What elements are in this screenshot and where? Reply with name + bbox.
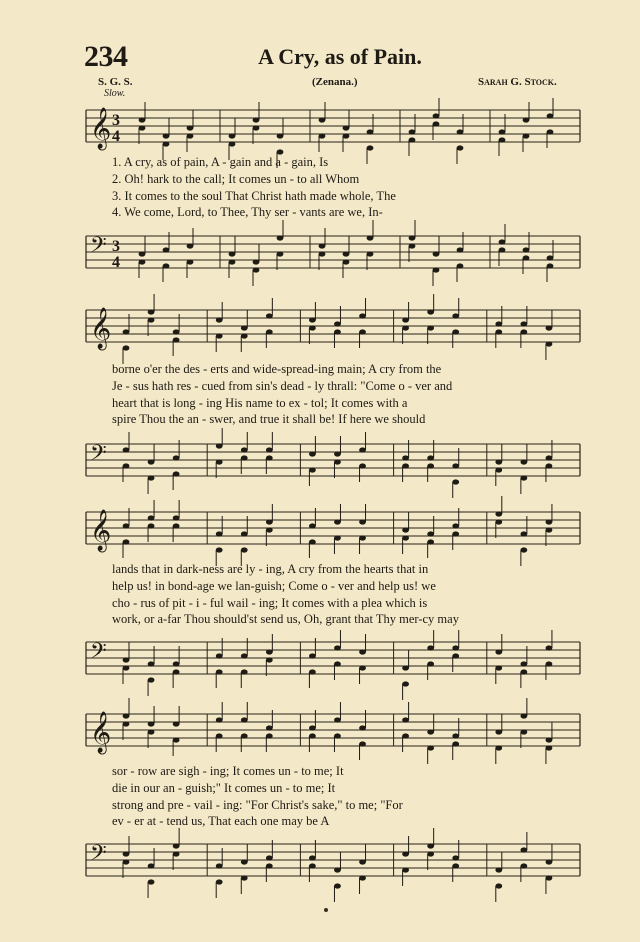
note-head: [266, 649, 273, 654]
note-head: [452, 855, 459, 860]
note-head: [334, 645, 341, 650]
verse-line: 4. We come, Lord, to Thee, Thy ser - vants are we, In-: [112, 205, 383, 219]
note-head: [547, 129, 554, 134]
note-head: [148, 309, 155, 314]
note-head: [452, 741, 459, 746]
bass-staff-2: [0, 432, 640, 492]
note-head: [359, 725, 366, 730]
note-head: [148, 317, 155, 322]
note-head: [495, 883, 502, 888]
note-head: [319, 251, 326, 256]
note-head: [148, 729, 155, 734]
note-head: [343, 251, 350, 256]
bass-clef-icon: 𝄢: [90, 841, 107, 871]
note-head: [253, 259, 260, 264]
note-head: [523, 117, 530, 122]
note-head: [173, 337, 180, 342]
note-head: [266, 329, 273, 334]
treble-staff-4: [0, 700, 640, 770]
note-head: [173, 515, 180, 520]
note-head: [266, 519, 273, 524]
note-head: [546, 737, 553, 742]
note-head: [229, 133, 236, 138]
note-head: [359, 313, 366, 318]
note-head: [277, 235, 284, 240]
note-head: [309, 733, 316, 738]
bass-staff-4: [0, 832, 640, 892]
note-head: [402, 317, 409, 322]
note-head: [123, 851, 130, 856]
note-head: [309, 653, 316, 658]
note-head: [173, 471, 180, 476]
note-head: [457, 247, 464, 252]
note-head: [520, 321, 527, 326]
note-head: [520, 729, 527, 734]
note-head: [495, 729, 502, 734]
note-head: [277, 133, 284, 138]
note-head: [520, 531, 527, 536]
verse-line: 1. A cry, as of pain, A - gain and a - gain, Is: [112, 155, 329, 169]
note-head: [173, 843, 180, 848]
note-head: [319, 133, 326, 138]
note-head: [523, 133, 530, 138]
note-head: [359, 875, 366, 880]
note-head: [139, 117, 146, 122]
note-head: [520, 713, 527, 718]
note-head: [427, 325, 434, 330]
treble-staff-3: [0, 498, 640, 568]
composer-name: Sarah G. Stock.: [478, 76, 557, 88]
note-head: [427, 531, 434, 536]
note-head: [343, 259, 350, 264]
time-signature-bottom: 4: [112, 254, 120, 271]
note-head: [148, 661, 155, 666]
note-head: [139, 251, 146, 256]
page-mark: [324, 908, 328, 912]
note-head: [173, 455, 180, 460]
note-head: [433, 251, 440, 256]
note-head: [520, 847, 527, 852]
note-head: [173, 851, 180, 856]
note-head: [402, 325, 409, 330]
note-head: [309, 855, 316, 860]
note-head: [359, 329, 366, 334]
note-head: [123, 859, 130, 864]
note-head: [495, 329, 502, 334]
treble-staff-2: [0, 296, 640, 366]
note-head: [123, 713, 130, 718]
note-head: [427, 851, 434, 856]
note-head: [309, 317, 316, 322]
note-head: [229, 251, 236, 256]
note-head: [546, 519, 553, 524]
note-head: [266, 725, 273, 730]
note-head: [334, 535, 341, 540]
note-head: [359, 463, 366, 468]
note-head: [241, 669, 248, 674]
note-head: [309, 539, 316, 544]
verse-line: help us! in bond-age we lan-guish; Come o - ver and help us! we: [112, 579, 436, 593]
note-head: [334, 883, 341, 888]
note-head: [546, 875, 553, 880]
note-head: [266, 447, 273, 452]
note-head: [148, 677, 155, 682]
note-head: [402, 733, 409, 738]
note-head: [241, 653, 248, 658]
note-head: [334, 321, 341, 326]
note-head: [229, 259, 236, 264]
note-head: [123, 463, 130, 468]
note-head: [546, 859, 553, 864]
note-head: [546, 455, 553, 460]
note-head: [452, 733, 459, 738]
note-head: [457, 145, 464, 150]
verse-line: cho - rus of pit - i - ful wail - ing; It comes with a plea which is: [112, 596, 428, 610]
note-head: [452, 329, 459, 334]
note-head: [266, 313, 273, 318]
note-head: [427, 645, 434, 650]
note-head: [402, 867, 409, 872]
verse-line: strong and pre - vail - ing: "For Christ's sake," to me; "For: [112, 798, 403, 812]
tempo-marking: Slow.: [104, 88, 126, 99]
note-head: [334, 733, 341, 738]
note-head: [452, 479, 459, 484]
note-head: [343, 133, 350, 138]
note-head: [409, 129, 416, 134]
note-head: [123, 721, 130, 726]
note-head: [216, 879, 223, 884]
note-head: [402, 527, 409, 532]
note-head: [139, 259, 146, 264]
note-head: [520, 661, 527, 666]
note-head: [241, 547, 248, 552]
treble-clef-icon: 𝄞: [90, 510, 112, 551]
note-head: [163, 263, 170, 268]
note-head: [433, 121, 440, 126]
note-head: [546, 325, 553, 330]
note-head: [452, 523, 459, 528]
note-head: [409, 137, 416, 142]
note-head: [173, 669, 180, 674]
note-head: [334, 459, 341, 464]
note-head: [546, 645, 553, 650]
note-head: [359, 519, 366, 524]
note-head: [452, 645, 459, 650]
note-head: [123, 665, 130, 670]
note-head: [499, 137, 506, 142]
note-head: [266, 855, 273, 860]
verse-line: spire Thou the an - swer, and true it shall be! If here we should: [112, 412, 426, 426]
note-head: [334, 329, 341, 334]
note-head: [216, 863, 223, 868]
note-head: [547, 255, 554, 260]
note-head: [163, 133, 170, 138]
author-initials: S. G. S.: [98, 76, 133, 88]
note-head: [187, 259, 194, 264]
note-head: [520, 863, 527, 868]
note-head: [241, 325, 248, 330]
note-head: [216, 443, 223, 448]
note-head: [216, 531, 223, 536]
note-head: [495, 745, 502, 750]
note-head: [546, 745, 553, 750]
note-head: [495, 665, 502, 670]
hymn-number: 234: [84, 40, 128, 73]
note-head: [359, 859, 366, 864]
note-head: [495, 321, 502, 326]
note-head: [427, 539, 434, 544]
note-head: [266, 733, 273, 738]
note-head: [187, 133, 194, 138]
note-head: [546, 661, 553, 666]
note-head: [495, 511, 502, 516]
note-head: [427, 843, 434, 848]
time-signature-bottom: 4: [112, 128, 120, 145]
note-head: [216, 669, 223, 674]
note-head: [409, 235, 416, 240]
verse-line: 3. It comes to the soul That Christ hath made whole, The: [112, 189, 396, 203]
note-head: [163, 247, 170, 252]
note-head: [163, 141, 170, 146]
note-head: [495, 467, 502, 472]
note-head: [266, 527, 273, 532]
bass-staff-3: [0, 630, 640, 690]
note-head: [359, 649, 366, 654]
verse-line: work, or a-far Thou should'st send us, Oh, grant that Thy mer-cy may: [112, 612, 459, 626]
note-head: [123, 447, 130, 452]
note-head: [427, 729, 434, 734]
time-signature-top: 3: [112, 112, 120, 129]
note-head: [319, 243, 326, 248]
note-head: [359, 535, 366, 540]
note-head: [359, 447, 366, 452]
note-head: [309, 451, 316, 456]
note-head: [123, 329, 130, 334]
note-head: [457, 263, 464, 268]
note-head: [148, 475, 155, 480]
note-head: [173, 721, 180, 726]
note-head: [452, 531, 459, 536]
treble-clef-icon: 𝄞: [90, 712, 112, 753]
bass-staff-1: [0, 224, 640, 274]
note-head: [427, 745, 434, 750]
note-head: [334, 519, 341, 524]
note-head: [139, 125, 146, 130]
note-head: [216, 653, 223, 658]
note-head: [546, 527, 553, 532]
verse-line: sor - row are sigh - ing; It comes un - to me; It: [112, 764, 344, 778]
bass-clef-icon: 𝄢: [90, 639, 107, 669]
note-head: [427, 463, 434, 468]
note-head: [402, 717, 409, 722]
note-head: [452, 653, 459, 658]
note-head: [402, 463, 409, 468]
note-head: [546, 463, 553, 468]
note-head: [457, 129, 464, 134]
note-head: [427, 309, 434, 314]
note-head: [241, 531, 248, 536]
note-head: [520, 547, 527, 552]
note-head: [148, 721, 155, 726]
note-head: [309, 669, 316, 674]
note-head: [216, 317, 223, 322]
note-head: [452, 463, 459, 468]
note-head: [499, 239, 506, 244]
note-head: [452, 313, 459, 318]
bass-clef-icon: 𝄢: [90, 441, 107, 471]
note-head: [241, 333, 248, 338]
note-head: [309, 725, 316, 730]
note-head: [499, 247, 506, 252]
note-head: [523, 255, 530, 260]
note-head: [173, 329, 180, 334]
note-head: [253, 125, 260, 130]
note-head: [520, 475, 527, 480]
note-head: [266, 455, 273, 460]
note-head: [173, 661, 180, 666]
note-head: [309, 467, 316, 472]
note-head: [148, 523, 155, 528]
note-head: [241, 717, 248, 722]
note-head: [334, 451, 341, 456]
note-head: [216, 717, 223, 722]
note-head: [148, 879, 155, 884]
note-head: [148, 863, 155, 868]
note-head: [216, 333, 223, 338]
note-head: [229, 141, 236, 146]
bass-clef-icon: 𝄢: [90, 233, 107, 263]
note-head: [241, 875, 248, 880]
verse-line: Je - sus hath res - cued from sin's dead - ly thrall: "Come o - ver and: [112, 379, 453, 393]
note-head: [334, 867, 341, 872]
note-head: [495, 649, 502, 654]
note-head: [319, 117, 326, 122]
note-head: [433, 113, 440, 118]
note-head: [427, 661, 434, 666]
verse-line: 2. Oh! hark to the call; It comes un - to all Whom: [112, 172, 360, 186]
note-head: [546, 341, 553, 346]
note-head: [187, 125, 194, 130]
note-head: [123, 657, 130, 662]
note-head: [173, 523, 180, 528]
note-head: [495, 519, 502, 524]
note-head: [402, 665, 409, 670]
note-head: [402, 851, 409, 856]
note-head: [266, 863, 273, 868]
note-head: [367, 145, 374, 150]
hymn-title: A Cry, as of Pain.: [258, 44, 422, 69]
note-head: [216, 547, 223, 552]
note-head: [216, 459, 223, 464]
note-head: [433, 267, 440, 272]
note-head: [452, 863, 459, 868]
note-head: [359, 741, 366, 746]
note-head: [547, 113, 554, 118]
note-head: [123, 523, 130, 528]
note-head: [266, 657, 273, 662]
tune-name: (Zenana.): [312, 76, 358, 88]
note-head: [523, 247, 530, 252]
note-head: [367, 251, 374, 256]
note-head: [427, 455, 434, 460]
time-signature-top: 3: [112, 238, 120, 255]
note-head: [216, 733, 223, 738]
note-head: [173, 737, 180, 742]
note-head: [334, 717, 341, 722]
note-head: [241, 733, 248, 738]
note-head: [148, 459, 155, 464]
note-head: [409, 243, 416, 248]
note-head: [359, 665, 366, 670]
verse-line: borne o'er the des - erts and wide-spread-ing main; A cry from the: [112, 362, 442, 376]
note-head: [367, 235, 374, 240]
note-head: [187, 243, 194, 248]
note-head: [241, 447, 248, 452]
note-head: [241, 859, 248, 864]
note-head: [495, 459, 502, 464]
note-head: [123, 345, 130, 350]
note-head: [367, 129, 374, 134]
verse-line: heart that is long - ing His name to ex - tol; It comes with a: [112, 396, 408, 410]
note-head: [547, 263, 554, 268]
note-head: [123, 539, 130, 544]
verse-line: lands that in dark-ness are ly - ing, A cry from the hearts that in: [112, 562, 429, 576]
note-head: [402, 681, 409, 686]
note-head: [343, 125, 350, 130]
note-head: [334, 661, 341, 666]
note-head: [148, 515, 155, 520]
note-head: [520, 459, 527, 464]
note-head: [520, 669, 527, 674]
note-head: [309, 863, 316, 868]
note-head: [277, 251, 284, 256]
note-head: [520, 329, 527, 334]
note-head: [309, 325, 316, 330]
note-head: [402, 455, 409, 460]
note-head: [241, 455, 248, 460]
note-head: [253, 267, 260, 272]
note-head: [253, 117, 260, 122]
verse-line: ev - er at - tend us, That each one may be A: [112, 814, 330, 828]
note-head: [402, 535, 409, 540]
verse-line: die in our an - guish;" It comes un - to me; It: [112, 781, 336, 795]
note-head: [499, 129, 506, 134]
note-head: [495, 867, 502, 872]
treble-clef-icon: 𝄞: [90, 308, 112, 349]
treble-clef-icon: 𝄞: [90, 108, 112, 149]
note-head: [309, 523, 316, 528]
